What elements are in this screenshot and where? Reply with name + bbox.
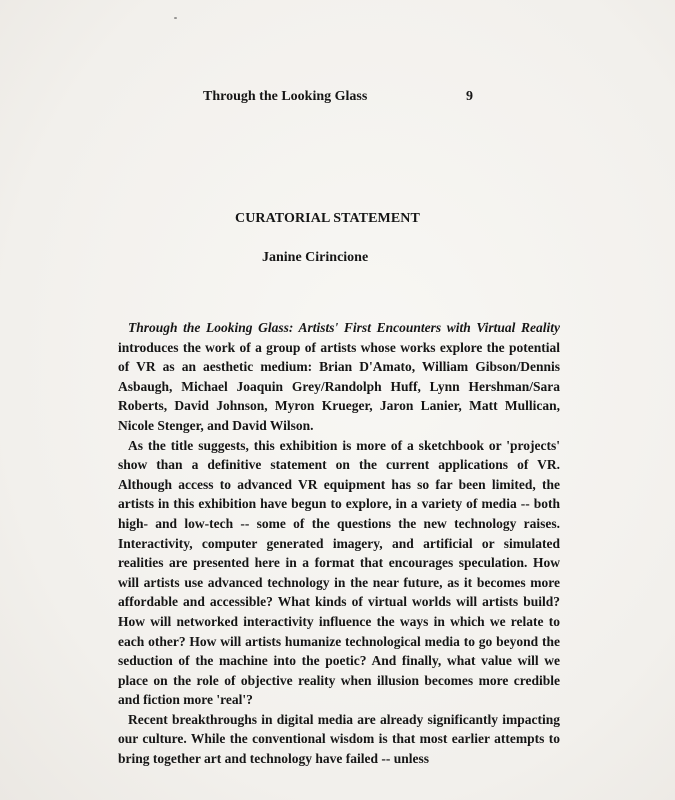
paragraph-1-text: introduces the work of a group of artists whose works explore the potential of VR as an aesthetic medium: Brian D'Amato, William Gibson/Dennis Asbaugh, Michael Joaquin Grey/Randolph Huff, Lynn Hershman/Sara Roberts, David Johnson, Myron Krueger, Jaron Lanier, Matt Mullican, Nicole Stenger, and David Wilson. (118, 339, 560, 433)
running-head: Through the Looking Glass (203, 89, 368, 104)
paper-speck (174, 17, 177, 19)
paragraph-3: Recent breakthroughs in digital media are already significantly impacting our culture. While the conventional wisdom is that most earlier attempts to bring together art and technology have failed -- unless (118, 711, 560, 767)
body-text (118, 318, 560, 769)
exhibition-title: Through the Looking Glass: Artists' First Encounters with Virtual Reality (128, 320, 560, 335)
author-name: Janine Cirincione (262, 250, 369, 265)
paragraph-2: As the title suggests, this exhibition is more of a sketchbook or 'projects' show than a definitive statement on the current applications of VR. Although access to advanced VR equipment has so far been limited, the artists in this exhibition have begun to explore, in a variety of media -- both high- and low-tech -- some of the questions the new technology raises. Interactivity, computer generated imagery, and artificial or simulated realities are presented here in a format that encourages speculation. How will artists use advanced technology in the near future, as it becomes more affordable and accessible? What kinds of virtual worlds will artists build? How will networked interactivity influence the ways in which we relate to each other? How will artists humanize technological media to go beyond the seduction of the machine into the poetic? And finally, what value will we place on the role of objective reality when illusion becomes more credible and fiction more 'real'? (118, 437, 560, 708)
page-number: 9 (466, 89, 473, 104)
section-title: CURATORIAL STATEMENT (235, 211, 420, 226)
paragraph-1 (118, 318, 560, 436)
